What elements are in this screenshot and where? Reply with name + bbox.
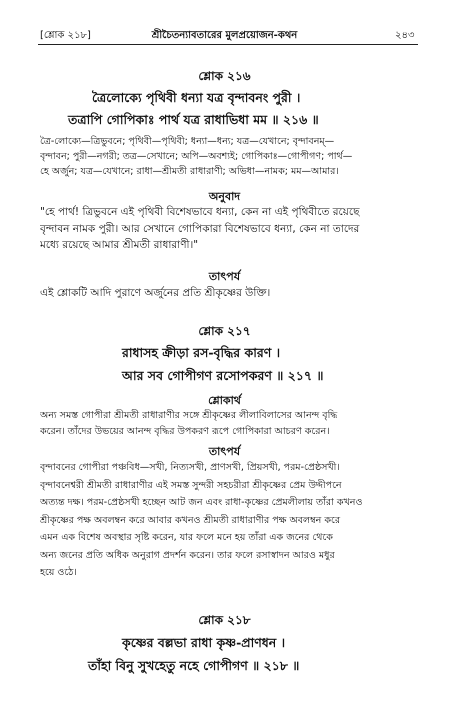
- purport-line: অত্যন্ত দক্ষ। পরম-প্রেষ্ঠসখী হচ্ছেন আট জন এবং রাধা-কৃষ্ণের প্রেমলীলায় তাঁরা কখনও: [40, 497, 363, 508]
- translation-line: বৃন্দাবন নামক পুরী। আর সেখানে গোপিকারা বিশেষভাবে ধন্যা, কেন না তাদের: [40, 222, 360, 235]
- verse-216-heading: শ্লোক ২১৬: [198, 69, 251, 83]
- purport-line: হয়ে ওঠে।: [40, 567, 77, 578]
- verse-217-line-2: আর সব গোপীগণ রসোপকরণ ॥ ২১৭ ॥: [122, 368, 324, 383]
- purport-line: বৃন্দাবনেশ্বরী শ্রীমতী রাধারাণীর এই সমস্ত সুন্দরী সহচরীরা শ্রীকৃষ্ণের প্রেম উদ্দীপনে: [40, 479, 342, 491]
- verse-218-line-2: তাঁহা বিনু সুখহেতু নহে গোপীগণ ॥ ২১৮ ॥: [88, 658, 300, 673]
- synonyms-line: হে অর্জুন; যত্র—যেখানে; রাধা—শ্রীমতী রাধারাণী; অভিধা—নামক; মম—আমার।: [40, 166, 339, 177]
- chapter-title: শ্রীচৈতন্যাবতারের মুলপ্রয়োজন-কথন: [151, 30, 298, 41]
- verse-218-heading: শ্লোক ২১৮: [198, 613, 251, 627]
- verse-216-translation: [40, 204, 425, 254]
- verse-216-line-1: ত্রৈলোক্যে পৃথিবী ধন্যা যত্র বৃন্দাবনং পুরী ।: [92, 90, 301, 105]
- purport-line: এমন এক বিশেষ অবস্থার সৃষ্টি করেন, যার ফলে মনে হয় তাঁরা এক জনের থেকে: [40, 532, 333, 543]
- header-verse-ref: [শ্লোক ২১৮]: [40, 30, 91, 41]
- synonyms-line: ত্রৈ-লোক্যে—ত্রিভুবনে; পৃথিবী—পৃথিবী; ধন্যা—ধন্য; যত্র—যেখানে; বৃন্দাবনম্—: [40, 136, 335, 147]
- page-number: ২৪৩: [395, 30, 415, 41]
- meaning-line: অন্য সমস্ত গোপীরা শ্রীমতী রাধারাণীর সঙ্গে শ্রীকৃষ্ণের লীলাবিলাসের আনন্দ বৃদ্ধি: [40, 410, 338, 421]
- verse-216-translation-heading: অনুবাদ: [208, 190, 241, 203]
- header-divider: [38, 44, 418, 45]
- verse-218-line-1: কৃষ্ণের বল্লভা রাধা কৃষ্ণ-প্রাণধন ।: [122, 635, 286, 650]
- purport-line: অন্য জনের প্রতি অধিক অনুরাগ প্রদর্শন করেন। তার ফলে রসাস্বাদন আরও মধুর: [40, 549, 335, 561]
- verse-217-line-1: রাধাসহ ক্রীড়া রস-বৃদ্ধির কারণ ।: [122, 345, 281, 360]
- verse-216-line-2: তত্রাপি গোপিকাঃ পার্থ যত্র রাধাভিধা মম ॥ ২১৬ ॥: [68, 112, 319, 127]
- verse-217-meaning-heading: শ্লোকার্থ: [208, 394, 241, 407]
- purport-line: বৃন্দাবনের গোপীরা পঞ্চবিধ—সখী, নিত্যসখী, প্রাণসখী, প্রিয়সখী, পরম-প্রেষ্ঠসখী।: [40, 462, 340, 473]
- translation-line: মধ্যে রয়েছে আমার শ্রীমতী রাধারাণী।": [40, 239, 199, 251]
- verse-217-purport: [40, 459, 425, 582]
- verse-216-synonyms: [40, 134, 425, 179]
- verse-217-purport-heading: তাৎপর্য: [208, 445, 241, 458]
- synonyms-line: বৃন্দাবন; পুরী—নগরী; তত্র—সেখানে; অপি—অবশ্যই; গোপিকাঃ—গোপীগণ; পার্থ—: [40, 151, 353, 162]
- translation-line: "হে পার্থ! ত্রিভুবনে এই পৃথিবী বিশেষভাবে ধন্যা, কেন না এই পৃথিবীতে রয়েছে: [40, 206, 360, 218]
- purport-line: এই শ্লোকটি আদি পুরাণে অর্জুনের প্রতি শ্রীকৃষ্ণের উক্তি।: [40, 287, 271, 299]
- purport-line: শ্রীকৃষ্ণের পক্ষ অবলম্বন করে আবার কখনও শ্রীমতী রাধারাণীর পক্ষ অবলম্বন করে: [40, 514, 341, 526]
- verse-217-heading: শ্লোক ২১৭: [198, 324, 251, 338]
- meaning-line: করেন। তাঁদের উভয়ের আনন্দ বৃদ্ধির উপকরণ রূপে গোপিকারা আচরণ করেন।: [40, 426, 330, 437]
- verse-217-meaning: [40, 408, 425, 440]
- verse-216-purport: [40, 285, 425, 302]
- verse-216-purport-heading: তাৎপর্য: [208, 270, 241, 283]
